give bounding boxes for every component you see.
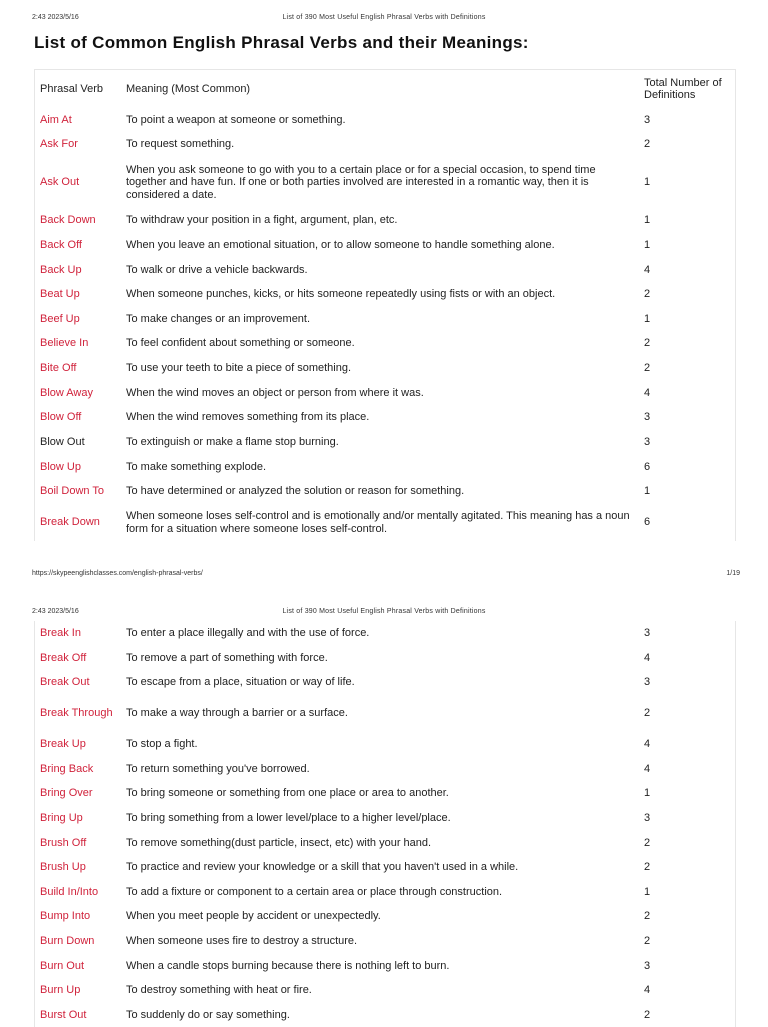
phrasal-verb-link[interactable]: Bring Back — [40, 762, 94, 775]
definition-count-cell: 4 — [644, 762, 651, 775]
table-header-row — [35, 70, 735, 108]
table-row — [35, 904, 735, 929]
definition-count-cell: 4 — [644, 651, 651, 664]
definition-count-cell: 3 — [644, 959, 651, 972]
phrasal-verb-link[interactable]: Bite Off — [40, 362, 77, 375]
print-timestamp: 2:43 2023/5/16 — [32, 14, 79, 21]
meaning-cell: To have determined or analyzed the solution or reason for something. — [126, 485, 465, 498]
table-row — [35, 621, 735, 646]
table-row — [35, 880, 735, 904]
meaning-cell: To stop a fight. — [126, 738, 198, 751]
definition-count-cell: 3 — [644, 436, 651, 449]
meaning-cell: To add a fixture or component to a certain area or place through construction. — [126, 885, 503, 898]
definition-count-cell: 2 — [644, 935, 651, 948]
table-row — [35, 233, 735, 258]
table-row — [35, 781, 735, 806]
phrasal-verb-link[interactable]: Blow Away — [40, 386, 93, 399]
phrasal-verb-link[interactable]: Boil Down To — [40, 485, 104, 498]
table-row — [35, 757, 735, 781]
definition-count-cell: 4 — [644, 984, 651, 997]
meaning-cell: To point a weapon at someone or something. — [126, 113, 346, 126]
print-doc-title: List of 390 Most Useful English Phrasal Verbs with Definitions — [282, 14, 486, 21]
table-row — [35, 806, 735, 831]
print-header — [0, 12, 768, 26]
phrasal-verb-link[interactable]: Burn Up — [40, 984, 81, 997]
phrasal-verb-link[interactable]: Brush Up — [40, 861, 86, 874]
table-row — [35, 381, 735, 405]
definition-count-cell: 6 — [644, 460, 651, 473]
meaning-cell: To remove a part of something with force. — [126, 651, 328, 664]
definition-count-cell: 1 — [644, 312, 651, 325]
phrasal-verb-link[interactable]: Build In/Into — [40, 885, 99, 898]
print-doc-title: List of 390 Most Useful English Phrasal Verbs with Definitions — [282, 608, 486, 615]
phrasal-verb-link[interactable]: Back Off — [40, 239, 82, 252]
phrasal-verb-link[interactable]: Believe In — [40, 337, 89, 350]
definition-count-cell: 2 — [644, 836, 651, 849]
meaning-cell: To walk or drive a vehicle backwards. — [126, 263, 308, 276]
meaning-cell: To bring something from a lower level/place to a higher level/place. — [126, 812, 451, 825]
table-row — [35, 258, 735, 282]
phrasal-verb-link[interactable]: Blow Off — [40, 411, 82, 424]
table-row — [35, 331, 735, 356]
phrasal-verb-link[interactable]: Ask Out — [40, 176, 80, 189]
phrasal-verb-link: Blow Out — [40, 436, 85, 449]
definition-count-cell: 3 — [644, 676, 651, 689]
table-row — [35, 455, 735, 479]
meaning-cell: When you ask someone to go with you to a certain place or for a special occasion, to spend time together and have fun. If one or both parties involved are interested in a romantic way, then it is considered a date. — [126, 163, 596, 201]
meaning-cell: When the wind removes something from its place. — [126, 411, 370, 424]
table-row — [35, 208, 735, 233]
column-header-meaning: Meaning (Most Common) — [126, 82, 251, 95]
definition-count-cell: 4 — [644, 386, 651, 399]
table-body-page-1 — [35, 108, 735, 541]
meaning-cell: To request something. — [126, 138, 235, 151]
table-row — [35, 405, 735, 430]
definition-count-cell: 3 — [644, 411, 651, 424]
print-header-page-2 — [0, 606, 768, 620]
phrasal-verb-link[interactable]: Blow Up — [40, 460, 81, 473]
phrasal-verb-link[interactable]: Burn Out — [40, 959, 85, 972]
definition-count-cell: 3 — [644, 812, 651, 825]
meaning-cell: To escape from a place, situation or way of life. — [126, 676, 355, 689]
table-row — [35, 108, 735, 132]
meaning-cell: To make changes or an improvement. — [126, 312, 311, 325]
meaning-cell: To make a way through a barrier or a surface. — [126, 707, 348, 720]
meaning-cell: To feel confident about something or someone. — [126, 337, 355, 350]
phrasal-verb-link[interactable]: Burst Out — [40, 1008, 87, 1021]
table-row — [35, 646, 735, 670]
definition-count-cell: 1 — [644, 787, 651, 800]
meaning-cell: To suddenly do or say something. — [126, 1008, 290, 1021]
meaning-cell: To withdraw your position in a fight, argument, plan, etc. — [126, 214, 398, 227]
definition-count-cell: 1 — [644, 885, 651, 898]
phrasal-verb-link[interactable]: Beat Up — [40, 288, 80, 301]
definition-count-cell: 1 — [644, 176, 651, 189]
table-row — [35, 978, 735, 1003]
meaning-cell: When someone loses self-control and is emotionally and/or mentally agitated. This meaning has a noun form for a situation where someone loses self-control. — [126, 510, 630, 535]
phrasal-verb-link[interactable]: Break Up — [40, 738, 86, 751]
phrasal-verb-link[interactable]: Break Out — [40, 676, 90, 689]
meaning-cell: To remove something(dust particle, insect, etc) with your hand. — [126, 836, 432, 849]
table-row — [35, 282, 735, 307]
definition-count-cell: 3 — [644, 113, 651, 126]
meaning-cell: To use your teeth to bite a piece of something. — [126, 362, 352, 375]
phrasal-verb-link[interactable]: Aim At — [40, 113, 72, 126]
table-row — [35, 479, 735, 504]
table-row — [35, 430, 735, 455]
phrasal-verb-table — [34, 69, 736, 541]
definition-count-cell: 4 — [644, 263, 651, 276]
definition-count-cell: 4 — [644, 738, 651, 751]
table-row — [35, 307, 735, 331]
definition-count-cell: 2 — [644, 861, 651, 874]
page-title: List of Common English Phrasal Verbs and their Meanings: — [34, 33, 529, 52]
meaning-cell: To make something explode. — [126, 460, 267, 473]
meaning-cell: To enter a place illegally and with the use of force. — [126, 627, 370, 640]
table-row — [35, 157, 735, 208]
definition-count-cell: 1 — [644, 485, 651, 498]
phrasal-verb-link[interactable]: Break Off — [40, 651, 87, 664]
definition-count-cell: 2 — [644, 910, 651, 923]
phrasal-verb-link[interactable]: Bring Over — [40, 787, 93, 800]
meaning-cell: When you meet people by accident or unexpectedly. — [126, 910, 381, 923]
meaning-cell: When someone punches, kicks, or hits someone repeatedly using fists or with an object. — [126, 288, 556, 301]
column-header-verb: Phrasal Verb — [40, 82, 103, 95]
meaning-cell: When someone uses fire to destroy a structure. — [126, 935, 358, 948]
phrasal-verb-link[interactable]: Burn Down — [40, 935, 95, 948]
meaning-cell: To bring someone or something from one place or area to another. — [126, 787, 449, 800]
table-row — [35, 356, 735, 381]
table-row — [35, 132, 735, 157]
definition-count-cell: 6 — [644, 516, 651, 529]
meaning-cell: When a candle stops burning because there is nothing left to burn. — [126, 959, 450, 972]
definition-count-cell: 2 — [644, 707, 651, 720]
meaning-cell: When you leave an emotional situation, or to allow someone to handle something alone. — [126, 239, 555, 252]
phrasal-verb-link[interactable]: Back Down — [40, 214, 96, 227]
meaning-cell: When the wind moves an object or person from where it was. — [126, 386, 424, 399]
phrasal-verb-table-continued — [34, 621, 736, 1027]
print-timestamp: 2:43 2023/5/16 — [32, 608, 79, 615]
meaning-cell: To extinguish or make a flame stop burning. — [126, 436, 339, 449]
meaning-cell: To practice and review your knowledge or a skill that you haven't used in a while. — [126, 861, 519, 874]
table-row — [35, 831, 735, 855]
definition-count-cell: 1 — [644, 239, 651, 252]
definition-count-cell: 1 — [644, 214, 651, 227]
definition-count-cell: 2 — [644, 362, 651, 375]
phrasal-verb-link[interactable]: Bring Up — [40, 812, 83, 825]
meaning-cell: To return something you've borrowed. — [126, 762, 310, 775]
phrasal-verb-link[interactable]: Back Up — [40, 263, 82, 276]
definition-count-cell: 2 — [644, 337, 651, 350]
definition-count-cell: 3 — [644, 627, 651, 640]
phrasal-verb-link[interactable]: Beef Up — [40, 312, 80, 325]
column-header-count: Total Number of Definitions — [644, 76, 722, 101]
definition-count-cell: 2 — [644, 288, 651, 301]
phrasal-verb-link[interactable]: Brush Off — [40, 836, 87, 849]
phrasal-verb-link[interactable]: Bump Into — [40, 910, 91, 923]
print-page-number: 1/19 — [726, 570, 740, 577]
phrasal-verb-link[interactable]: Break Down — [40, 516, 100, 529]
definition-count-cell: 2 — [644, 138, 651, 151]
phrasal-verb-link[interactable]: Break In — [40, 627, 81, 640]
table-row — [35, 695, 735, 732]
meaning-cell: To destroy something with heat or fire. — [126, 984, 312, 997]
table-row — [35, 954, 735, 978]
definition-count-cell: 2 — [644, 1008, 651, 1021]
print-url: https://skypeenglishclasses.com/english-phrasal-verbs/ — [32, 570, 203, 577]
phrasal-verb-link[interactable]: Ask For — [40, 138, 78, 151]
table-row — [35, 670, 735, 695]
table-row — [35, 732, 735, 757]
table-row — [35, 1003, 735, 1027]
table-row — [35, 929, 735, 954]
table-row — [35, 855, 735, 880]
table-row — [35, 504, 735, 541]
table-body-page-2 — [35, 621, 735, 1027]
phrasal-verb-link[interactable]: Break Through — [40, 707, 113, 720]
